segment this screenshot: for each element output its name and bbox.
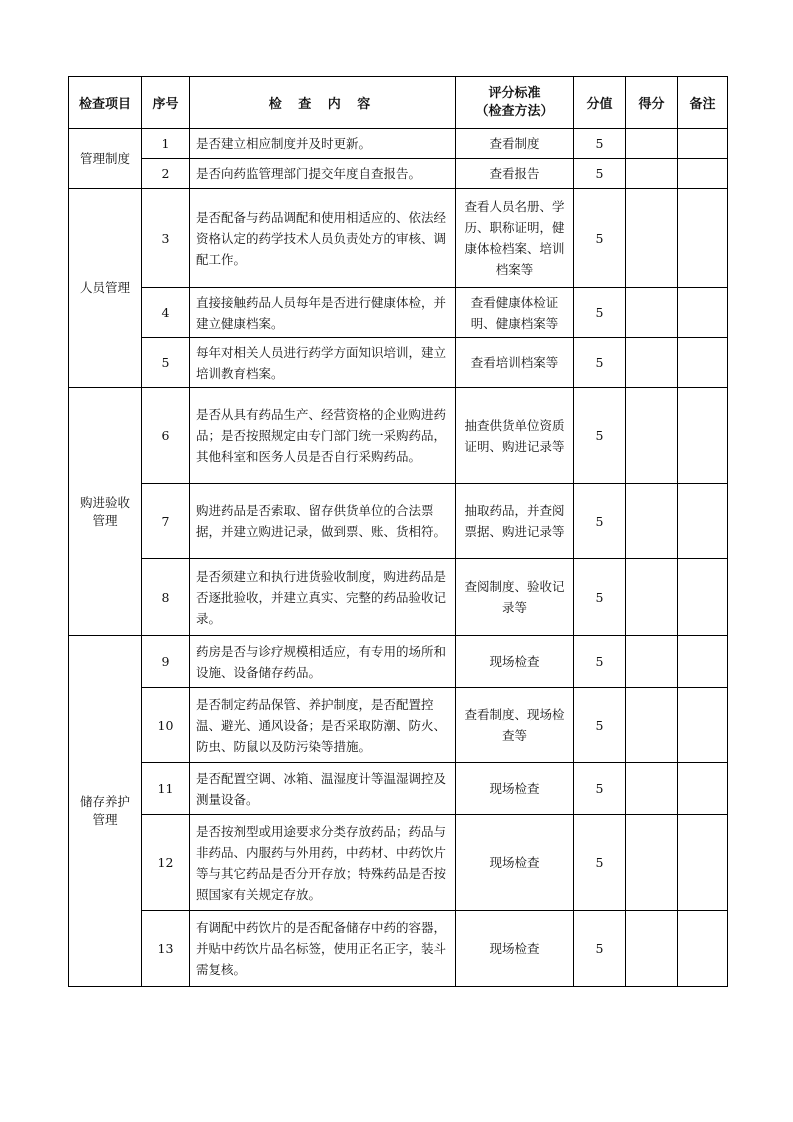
category-line2: 管理: [92, 812, 118, 827]
row-got-cell[interactable]: [626, 189, 678, 288]
table-row: [69, 288, 728, 338]
row-method: 抽查供货单位资质证明、购进记录等: [456, 388, 574, 484]
row-got-cell[interactable]: [626, 815, 678, 911]
row-method: 现场检查: [456, 911, 574, 987]
table-row: [69, 636, 728, 688]
header-standard-line2: （检查方法）: [475, 103, 554, 119]
row-content: 是否配备与药品调配和使用相适应的、依法经资格认定的药学技术人员负责处方的审核、调配工作。: [190, 189, 456, 288]
table-row: [69, 763, 728, 815]
header-content-label: 检 查 内 容: [268, 97, 377, 112]
row-got-cell[interactable]: [626, 288, 678, 338]
row-remark-cell[interactable]: [678, 484, 728, 559]
table-row: [69, 159, 728, 189]
row-got-cell[interactable]: [626, 763, 678, 815]
row-number: 3: [142, 189, 190, 288]
row-method: 查看健康体检证明、健康档案等: [456, 288, 574, 338]
table-row: [69, 189, 728, 288]
row-number: 13: [142, 911, 190, 987]
row-got-cell[interactable]: [626, 911, 678, 987]
row-score: 5: [574, 763, 626, 815]
row-content: 是否制定药品保管、养护制度，是否配置控温、避光、通风设备；是否采取防潮、防火、防虫、防鼠以及防污染等措施。: [190, 688, 456, 763]
row-got-cell[interactable]: [626, 338, 678, 388]
row-remark-cell[interactable]: [678, 129, 728, 159]
row-number: 7: [142, 484, 190, 559]
row-method: 抽取药品，并查阅票据、购进记录等: [456, 484, 574, 559]
row-content: 购进药品是否索取、留存供货单位的合法票据，并建立购进记录，做到票、账、货相符。: [190, 484, 456, 559]
row-got-cell[interactable]: [626, 636, 678, 688]
row-score: 5: [574, 338, 626, 388]
row-remark-cell[interactable]: [678, 688, 728, 763]
row-number: 9: [142, 636, 190, 688]
row-content: 是否建立相应制度并及时更新。: [190, 129, 456, 159]
header-standard-line1: 评分标准: [488, 85, 541, 101]
row-method: 查看制度、现场检查等: [456, 688, 574, 763]
table-row: [69, 911, 728, 987]
row-remark-cell[interactable]: [678, 288, 728, 338]
row-score: 5: [574, 129, 626, 159]
category-cell: [69, 636, 142, 987]
row-got-cell[interactable]: [626, 688, 678, 763]
row-score: 5: [574, 911, 626, 987]
row-number: 10: [142, 688, 190, 763]
table-row: [69, 484, 728, 559]
row-method: 查看培训档案等: [456, 338, 574, 388]
row-content: 有调配中药饮片的是否配备储存中药的容器，并贴中药饮片品名标签，使用正名正字，装斗需复核。: [190, 911, 456, 987]
header-remark: 备注: [678, 77, 728, 129]
row-got-cell[interactable]: [626, 484, 678, 559]
header-standard: [456, 77, 574, 129]
header-category: 检查项目: [69, 77, 142, 129]
row-got-cell[interactable]: [626, 559, 678, 636]
row-score: 5: [574, 636, 626, 688]
row-number: 2: [142, 159, 190, 189]
header-row: [69, 77, 728, 129]
row-got-cell[interactable]: [626, 129, 678, 159]
table-row: [69, 688, 728, 763]
header-got: 得分: [626, 77, 678, 129]
table-row: [69, 338, 728, 388]
row-score: 5: [574, 688, 626, 763]
category-line1: 购进验收: [79, 494, 130, 510]
row-score: 5: [574, 815, 626, 911]
category-cell: 人员管理: [69, 189, 142, 388]
table-row: [69, 559, 728, 636]
table-row: [69, 815, 728, 911]
row-number: 8: [142, 559, 190, 636]
row-method: 现场检查: [456, 636, 574, 688]
row-method: 查看制度: [456, 129, 574, 159]
row-content: 直接接触药品人员每年是否进行健康体检，并建立健康档案。: [190, 288, 456, 338]
row-remark-cell[interactable]: [678, 763, 728, 815]
row-number: 4: [142, 288, 190, 338]
row-content: 是否从具有药品生产、经营资格的企业购进药品；是否按照规定由专门部门统一采购药品，其他科室和医务人员是否自行采购药品。: [190, 388, 456, 484]
row-got-cell[interactable]: [626, 159, 678, 189]
row-method: 现场检查: [456, 763, 574, 815]
row-score: 5: [574, 159, 626, 189]
row-remark-cell[interactable]: [678, 159, 728, 189]
row-score: 5: [574, 189, 626, 288]
table-row: [69, 129, 728, 159]
table-row: [69, 388, 728, 484]
category-cell: 管理制度: [69, 129, 142, 189]
row-remark-cell[interactable]: [678, 388, 728, 484]
header-content: [190, 77, 456, 129]
header-score: 分值: [574, 77, 626, 129]
row-remark-cell[interactable]: [678, 338, 728, 388]
header-number: 序号: [142, 77, 190, 129]
row-remark-cell[interactable]: [678, 189, 728, 288]
category-cell: [69, 388, 142, 636]
row-score: 5: [574, 484, 626, 559]
inspection-table: [68, 76, 728, 987]
row-score: 5: [574, 388, 626, 484]
category-line1: 储存养护: [79, 794, 130, 809]
row-content: 是否按剂型或用途要求分类存放药品；药品与非药品、内服药与外用药，中药材、中药饮片等与其它药品是否分开存放；特殊药品是否按照国家有关规定存放。: [190, 815, 456, 911]
row-number: 12: [142, 815, 190, 911]
row-got-cell[interactable]: [626, 388, 678, 484]
row-score: 5: [574, 559, 626, 636]
row-number: 11: [142, 763, 190, 815]
row-content: 是否配置空调、冰箱、温湿度计等温湿调控及测量设备。: [190, 763, 456, 815]
row-remark-cell[interactable]: [678, 636, 728, 688]
row-method: 查看人员名册、学历、职称证明，健康体检档案、培训档案等: [456, 189, 574, 288]
row-score: 5: [574, 288, 626, 338]
row-remark-cell[interactable]: [678, 559, 728, 636]
row-remark-cell[interactable]: [678, 911, 728, 987]
row-content: 每年对相关人员进行药学方面知识培训，建立培训教育档案。: [190, 338, 456, 388]
row-method: 现场检查: [456, 815, 574, 911]
row-content: 药房是否与诊疗规模相适应，有专用的场所和设施、设备储存药品。: [190, 636, 456, 688]
row-remark-cell[interactable]: [678, 815, 728, 911]
row-method: 查阅制度、验收记录等: [456, 559, 574, 636]
row-content: 是否须建立和执行进货验收制度，购进药品是否逐批验收，并建立真实、完整的药品验收记录。: [190, 559, 456, 636]
row-number: 6: [142, 388, 190, 484]
row-method: 查看报告: [456, 159, 574, 189]
row-number: 1: [142, 129, 190, 159]
category-line2: 管理: [92, 512, 118, 528]
row-number: 5: [142, 338, 190, 388]
row-content: 是否向药监管理部门提交年度自查报告。: [190, 159, 456, 189]
